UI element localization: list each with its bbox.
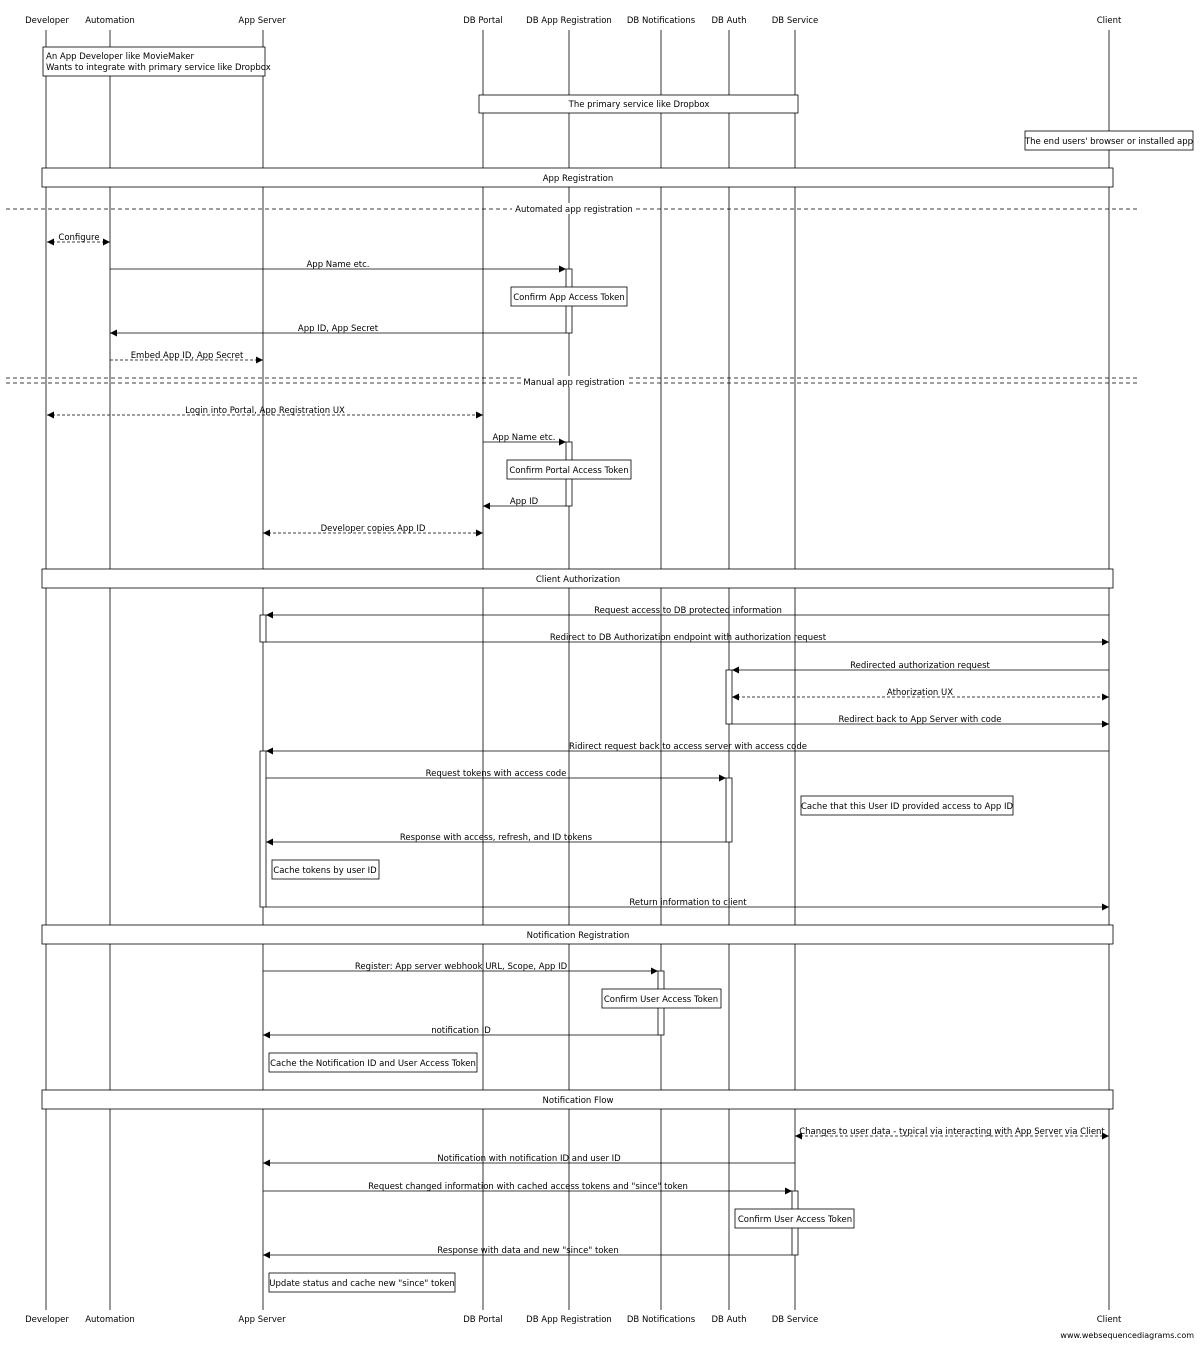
message-developer-copies <box>263 524 483 534</box>
message-label: Athorization UX <box>886 688 954 698</box>
note-line: Confirm User Access Token <box>737 1215 853 1225</box>
note-line: Update status and cache new "since" token <box>269 1279 455 1289</box>
message-register-webhook <box>263 962 658 972</box>
message-response-tokens <box>266 833 726 843</box>
section-notification-flow-label: Notification Flow <box>542 1096 614 1106</box>
message-label: Return information to client <box>629 898 747 908</box>
note-client <box>1024 131 1193 150</box>
message-redirect-auth-endpoint <box>266 633 1109 643</box>
message-notification-with-ids <box>263 1154 795 1164</box>
activation-bar <box>260 751 266 907</box>
message-label: Request tokens with access code <box>425 769 567 779</box>
message-request-changed-info <box>263 1182 792 1192</box>
divider-automated-label: Automated app registration <box>515 205 633 215</box>
participant-db-app-registration-top: DB App Registration <box>526 16 612 26</box>
message-label: Notification with notification ID and user ID <box>437 1154 621 1164</box>
note-update-status <box>269 1273 455 1292</box>
participant-automation-top: Automation <box>85 16 135 26</box>
participant-db-service-bottom: DB Service <box>771 1315 819 1325</box>
participant-automation-bottom: Automation <box>85 1315 135 1325</box>
message-embed-app-id <box>110 351 263 361</box>
note-line: Confirm User Access Token <box>603 995 719 1005</box>
section-notification-registration-label: Notification Registration <box>526 931 630 941</box>
credit-link[interactable]: www.websequencediagrams.com <box>1060 1331 1194 1340</box>
message-label: Changes to user data - typical via interacting with App Server via Client <box>799 1127 1105 1137</box>
note-line: Wants to integrate with primary service like Dropbox <box>46 63 271 73</box>
note-cache-tokens <box>272 860 379 879</box>
message-request-tokens <box>266 769 726 779</box>
message-response-with-data <box>263 1246 792 1256</box>
note-line: Cache tokens by user ID <box>273 866 377 876</box>
participant-db-auth-top: DB Auth <box>711 16 747 26</box>
message-label: Response with access, refresh, and ID tokens <box>399 833 593 843</box>
participant-db-notifications-top: DB Notifications <box>626 16 696 26</box>
message-label: Developer copies App ID <box>320 524 426 534</box>
activation-bar <box>726 670 732 724</box>
message-label: App Name etc. <box>492 433 556 443</box>
message-configure <box>47 233 110 243</box>
note-line: An App Developer like MovieMaker <box>46 52 194 62</box>
participant-developer-bottom: Developer <box>25 1315 69 1325</box>
message-label: App Name etc. <box>306 260 370 270</box>
message-authorization-ux <box>732 688 1109 698</box>
participant-db-app-registration-bottom: DB App Registration <box>526 1315 612 1325</box>
message-label: App ID, App Secret <box>297 324 379 334</box>
note-line: The primary service like Dropbox <box>568 100 710 110</box>
participant-headers <box>25 16 1122 26</box>
message-login-portal <box>47 406 483 416</box>
message-redirected-auth-request <box>732 661 1109 671</box>
message-app-name-1 <box>110 260 566 270</box>
message-label: Request access to DB protected information <box>594 606 782 616</box>
participant-client-top: Client <box>1096 16 1122 26</box>
participant-db-notifications-bottom: DB Notifications <box>626 1315 696 1325</box>
participant-app-server-top: App Server <box>238 16 286 26</box>
participant-developer-top: Developer <box>25 16 69 26</box>
participant-app-server-bottom: App Server <box>238 1315 286 1325</box>
note-line: Cache the Notification ID and User Access Token <box>270 1059 476 1069</box>
note-primary-service <box>479 95 798 113</box>
activation-bar <box>726 778 732 842</box>
message-label: Redirect to DB Authorization endpoint with authorization request <box>549 633 827 643</box>
message-notification-id <box>263 1026 658 1036</box>
note-line: Confirm Portal Access Token <box>509 466 629 476</box>
message-label: notification ID <box>431 1026 491 1036</box>
message-label: App ID <box>509 497 539 507</box>
note-line: Confirm App Access Token <box>513 293 625 303</box>
message-app-name-2 <box>483 433 566 443</box>
message-redirect-back-code <box>732 715 1109 725</box>
message-label: Register: App server webhook URL, Scope, App ID <box>354 962 568 972</box>
participant-client-bottom: Client <box>1096 1315 1122 1325</box>
note-confirm-app-token <box>511 287 627 306</box>
participant-db-portal-bottom: DB Portal <box>463 1315 503 1325</box>
message-label: Login into Portal, App Registration UX <box>185 406 345 416</box>
note-line: The end users' browser or installed app <box>1024 137 1194 147</box>
section-app-registration-label: App Registration <box>542 174 614 184</box>
divider-manual-label: Manual app registration <box>523 378 625 388</box>
message-label: Ridirect request back to access server with access code <box>569 742 807 752</box>
message-label: Redirected authorization request <box>850 661 990 671</box>
activation-bar <box>260 615 266 642</box>
message-return-info <box>266 898 1109 908</box>
message-label: Redirect back to App Server with code <box>838 715 1002 725</box>
message-label: Configure <box>58 233 100 243</box>
note-cache-user <box>801 796 1014 815</box>
message-app-id-secret <box>110 324 566 334</box>
message-label: Embed App ID, App Secret <box>130 351 244 361</box>
note-confirm-user-token-2 <box>735 1209 854 1228</box>
participant-db-service-top: DB Service <box>771 16 819 26</box>
participant-db-portal-top: DB Portal <box>463 16 503 26</box>
message-redirect-access-code <box>266 742 1109 752</box>
message-label: Response with data and new "since" token <box>437 1246 619 1256</box>
message-app-id <box>483 497 566 507</box>
note-line: Cache that this User ID provided access to App ID <box>800 802 1014 812</box>
section-client-authorization-label: Client Authorization <box>535 575 621 585</box>
participant-db-auth-bottom: DB Auth <box>711 1315 747 1325</box>
participant-footers <box>25 1315 1122 1325</box>
note-developer <box>43 47 271 76</box>
note-confirm-portal-token <box>507 460 631 479</box>
message-request-access <box>266 606 1109 616</box>
message-label: Request changed information with cached access tokens and "since" token <box>368 1182 688 1192</box>
note-confirm-user-token-1 <box>602 989 721 1008</box>
message-changes-user-data <box>795 1127 1109 1137</box>
note-cache-notification <box>269 1053 477 1072</box>
